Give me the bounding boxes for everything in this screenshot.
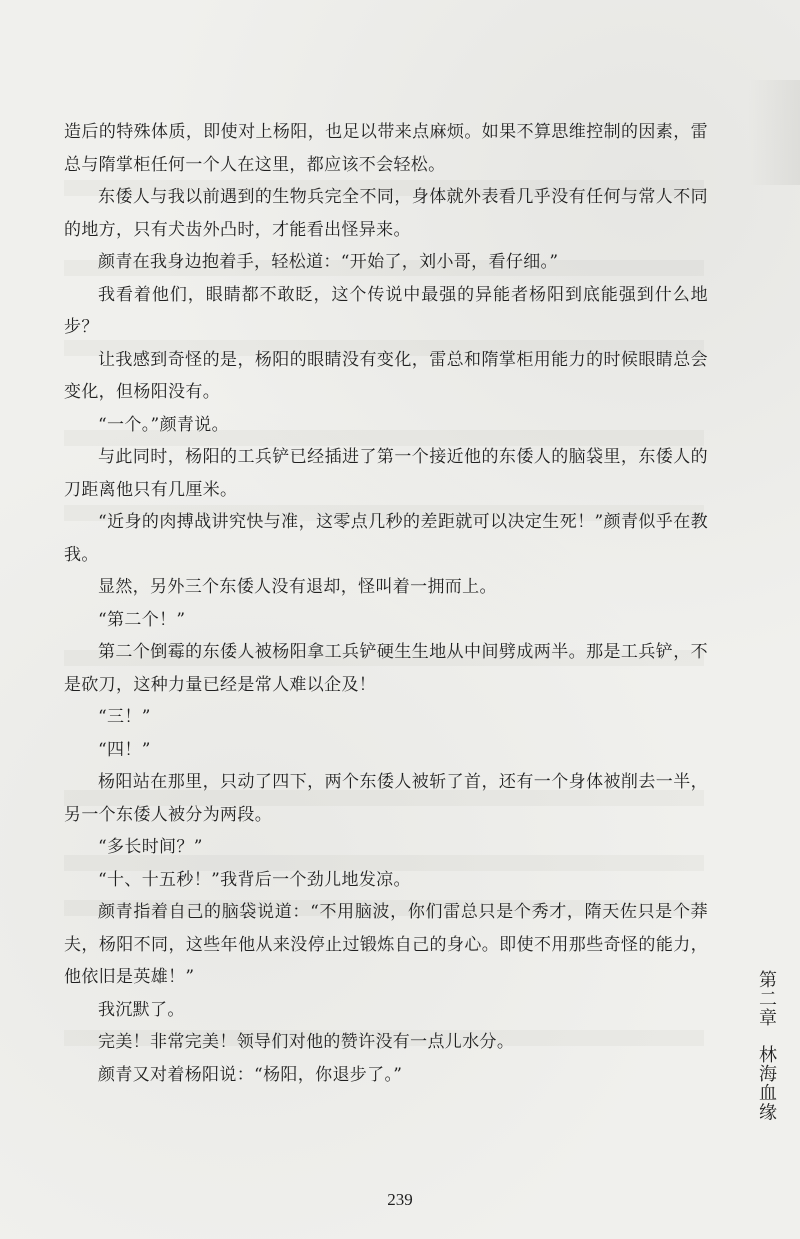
chapter-title: 林海血缘: [756, 1045, 777, 1122]
paragraph: 造后的特殊体质，即使对上杨阳，也足以带来点麻烦。如果不算思维控制的因素，雷总与隋掌柜任何一个人在这里，都应该不会轻松。: [64, 122, 708, 175]
paragraph: 杨阳站在那里，只动了四下，两个东倭人被斩了首，还有一个身体被削去一半，另一个东倭人被分为两段。: [64, 772, 708, 825]
paragraph: 颜青在我身边抱着手，轻松道：“开始了，刘小哥，看仔细。”: [98, 252, 559, 272]
paragraph: 颜青又对着杨阳说：“杨阳，你退步了。”: [98, 1064, 403, 1085]
chapter-number: 第二章: [756, 970, 777, 1028]
paragraph: 我沉默了。: [98, 999, 185, 1020]
paragraph: “三！”: [98, 707, 151, 727]
paragraph: 颜青指着自己的脑袋说道：“不用脑波，你们雷总只是个秀才，隋天佐只是个莽夫，杨阳不同，这些年他从来没停止过锻炼自己的身心。即使不用那些奇怪的能力，他依旧是英雄！”: [64, 902, 708, 987]
paragraph: 我看着他们，眼睛都不敢眨，这个传说中最强的异能者杨阳到底能强到什么地步？: [64, 284, 708, 337]
paragraph: 第二个倒霉的东倭人被杨阳拿工兵铲硬生生地从中间劈成两半。那是工兵铲，不是砍刀，这种力量已经是常人难以企及！: [64, 642, 708, 695]
paragraph: 东倭人与我以前遇到的生物兵完全不同，身体就外表看几乎没有任何与常人不同的地方，只有犬齿外凸时，才能看出怪异来。: [64, 187, 708, 240]
chapter-sidebar: [752, 970, 778, 1122]
paragraph: “近身的肉搏战讲究快与准，这零点几秒的差距就可以决定生死！”颜青似乎在教我。: [64, 512, 708, 565]
paragraph: “第二个！”: [98, 609, 186, 630]
page-number: 239: [387, 1190, 413, 1209]
paragraph: 完美！非常完美！领导们对他的赞许没有一点儿水分。: [98, 1032, 515, 1052]
paragraph: 与此同时，杨阳的工兵铲已经插进了第一个接近他的东倭人的脑袋里，东倭人的刀距离他只有几厘米。: [64, 447, 708, 500]
page-corner-shade: [748, 80, 800, 185]
body-text: [64, 116, 708, 1091]
paragraph: “四！”: [98, 739, 151, 760]
paragraph: “十、十五秒！”我背后一个劲儿地发凉。: [98, 869, 411, 890]
paragraph: 显然，另外三个东倭人没有退却，怪叫着一拥而上。: [98, 577, 497, 597]
paragraph: “一个。”颜青说。: [98, 414, 229, 435]
paragraph: 让我感到奇怪的是，杨阳的眼睛没有变化，雷总和隋掌柜用能力的时候眼睛总会变化，但杨阳没有。: [64, 349, 708, 402]
paragraph: “多长时间？”: [98, 837, 203, 857]
